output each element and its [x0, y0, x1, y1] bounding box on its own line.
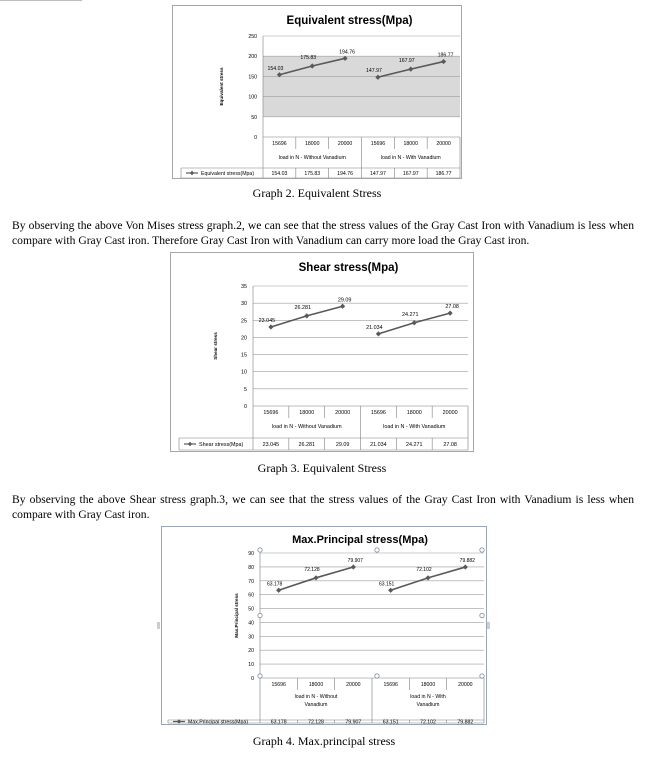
table-value: 167.97	[402, 171, 419, 177]
table-value: 63.151	[382, 719, 399, 724]
shear-stress-chart-svg	[171, 253, 473, 451]
y-tick-label: 60	[248, 592, 254, 599]
x-tick-label: 15696	[370, 141, 386, 147]
data-label: 175.83	[300, 54, 317, 61]
max-principal-stress-chart-svg	[162, 527, 486, 724]
table-value: 29.09	[335, 442, 350, 448]
y-tick-label: 0	[254, 135, 257, 141]
x-tick-label: 18000	[406, 410, 422, 416]
graph-3-caption: Graph 3. Equivalent Stress	[257, 461, 387, 475]
x-tick-label: 15696	[271, 682, 286, 688]
x-tick-label: 20000	[337, 141, 353, 147]
data-label: 23.045	[258, 317, 276, 324]
y-tick-label: 0	[244, 404, 247, 410]
data-point	[463, 564, 468, 569]
y-tick-label: 30	[241, 301, 247, 308]
y-tick-label: 100	[248, 94, 257, 101]
group-label: Vanadium	[416, 702, 440, 708]
legend-label: Max.Principal stress(Mpa)	[188, 719, 248, 724]
chart-title: Max.Principal stress(Mpa)	[292, 534, 428, 546]
y-tick-label: 25	[241, 318, 247, 325]
data-label: 21.034	[366, 324, 383, 331]
data-label: 72.128	[304, 566, 320, 573]
resize-handle	[480, 548, 484, 552]
y-tick-label: 80	[248, 564, 254, 571]
data-point	[276, 588, 281, 593]
y-tick-label: 20	[248, 648, 254, 655]
legend-marker	[188, 442, 192, 446]
table-value: 154.03	[271, 171, 288, 177]
max-principal-stress-chart[interactable]	[161, 526, 487, 725]
legend-marker	[190, 171, 194, 175]
page-top-rule	[0, 0, 82, 3]
x-tick-label: 20000	[346, 682, 361, 688]
data-label: 167.97	[398, 58, 415, 65]
x-tick-label: 18000	[403, 141, 418, 147]
table-value: 72.102	[420, 719, 436, 724]
table-value: 24.271	[406, 442, 423, 448]
x-tick-label: 15696	[383, 682, 398, 688]
y-tick-label: 50	[248, 606, 254, 613]
y-tick-label: 0	[251, 676, 254, 682]
data-label: 29.09	[337, 297, 352, 304]
y-tick-label: 10	[241, 369, 247, 376]
paragraph-shear: By observing the above Shear stress graph.3, we can see that the stress values of the Gray Cast Iron with Vanadium is less when compare with Gray Cast iron.	[12, 493, 634, 521]
data-point	[388, 588, 393, 593]
resize-handle	[480, 674, 484, 678]
resize-handle	[258, 613, 262, 617]
y-axis-label: Equivalent stress	[219, 67, 224, 106]
data-point	[447, 311, 452, 316]
data-label: 63.178	[267, 581, 283, 588]
y-tick-label: 50	[251, 114, 257, 121]
graph-2-caption: Graph 2. Equivalent Stress	[252, 186, 382, 200]
data-point	[412, 320, 417, 325]
table-value: 27.08	[443, 442, 457, 448]
y-tick-label: 200	[248, 54, 257, 61]
legend-label: Equivalent stress(Mpa)	[201, 171, 255, 177]
group-label: load in N - With	[410, 694, 446, 700]
data-point	[304, 313, 309, 318]
resize-handle	[258, 674, 262, 678]
resize-handle	[480, 613, 484, 617]
x-tick-label: 18000	[305, 141, 320, 147]
data-label: 186.77	[437, 52, 454, 59]
x-tick-label: 15696	[370, 410, 386, 416]
data-point	[268, 324, 273, 329]
group-label: load in N - With Vanadium	[383, 424, 446, 430]
table-value: 23.045	[262, 442, 280, 448]
plot-band-top	[263, 56, 460, 76]
data-label: 194.76	[339, 49, 356, 56]
table-value: 147.97	[369, 171, 386, 177]
table-value: 72.128	[308, 719, 324, 724]
table-value: 175.83	[304, 171, 321, 177]
table-value: 79.882	[457, 719, 474, 724]
data-point	[351, 564, 356, 569]
data-point	[425, 575, 430, 580]
chart-title: Shear stress(Mpa)	[298, 262, 399, 274]
graph-4-caption: Graph 4. Max.principal stress	[252, 734, 396, 748]
table-value: 186.77	[435, 171, 452, 177]
data-label: 27.08	[445, 304, 459, 311]
chart-title: Equivalent stress(Mpa)	[286, 15, 413, 27]
selection-edge-right[interactable]	[487, 622, 490, 629]
data-label: 79.882	[459, 558, 475, 565]
y-tick-label: 250	[248, 34, 257, 40]
x-tick-label: 20000	[335, 410, 351, 416]
y-tick-label: 5	[244, 386, 247, 393]
shear-stress-chart	[170, 252, 474, 452]
data-label: 63.151	[379, 581, 395, 588]
data-label: 72.102	[416, 566, 432, 573]
x-tick-label: 20000	[442, 410, 458, 416]
data-label: 147.97	[365, 68, 382, 75]
y-tick-label: 30	[248, 634, 254, 641]
paragraph-von-mises: By observing the above Von Mises stress graph.2, we can see that the stress values of the Gray Cast Iron with Vanadium is less when compare with Gray Cast iron. Therefore Gray Cast Iron with Vanadium can carry more load the Gray Cast iron.	[12, 219, 634, 247]
equivalent-stress-chart-svg	[173, 6, 461, 178]
y-tick-label: 150	[248, 74, 257, 81]
data-label: 24.271	[402, 311, 419, 318]
table-value: 26.281	[298, 442, 315, 448]
y-tick-label: 15	[241, 352, 247, 359]
data-label: 79.907	[347, 558, 363, 565]
y-tick-label: 35	[241, 284, 247, 290]
y-axis-label: Shear stress	[213, 332, 218, 360]
equivalent-stress-chart	[172, 5, 462, 179]
table-value: 63.178	[270, 719, 287, 724]
x-tick-label: 20000	[436, 141, 451, 147]
y-tick-label: 20	[241, 335, 247, 342]
x-tick-label: 18000	[420, 682, 436, 688]
group-label: load in N - Without Vanadium	[278, 155, 346, 161]
group-label: load in N - Without Vanadium	[271, 424, 342, 430]
group-label: Vanadium	[304, 702, 328, 708]
group-label: load in N - With Vanadium	[380, 155, 441, 161]
y-axis-label: Max.Principal stress	[234, 593, 239, 638]
y-tick-label: 70	[248, 578, 254, 585]
x-tick-label: 15696	[272, 141, 287, 147]
y-tick-label: 90	[248, 551, 254, 557]
data-label: 154.03	[267, 65, 284, 72]
x-tick-label: 18000	[308, 682, 324, 688]
y-tick-label: 40	[248, 620, 254, 627]
resize-handle	[258, 548, 262, 552]
table-value: 21.034	[370, 442, 387, 448]
x-tick-label: 15696	[263, 410, 279, 416]
x-tick-label: 18000	[299, 410, 315, 416]
group-label: load in N - Without	[294, 694, 338, 700]
x-tick-label: 20000	[458, 682, 473, 688]
y-tick-label: 10	[248, 662, 254, 669]
legend-label: Shear stress(Mpa)	[199, 442, 244, 448]
data-point	[313, 575, 318, 580]
resize-handle	[375, 548, 379, 552]
data-point	[340, 304, 345, 309]
data-point	[376, 331, 381, 336]
table-value: 79.907	[345, 719, 362, 724]
table-value: 194.76	[337, 171, 354, 177]
resize-handle	[375, 674, 379, 678]
data-label: 26.281	[294, 304, 311, 311]
selection-edge-left[interactable]	[157, 622, 160, 629]
